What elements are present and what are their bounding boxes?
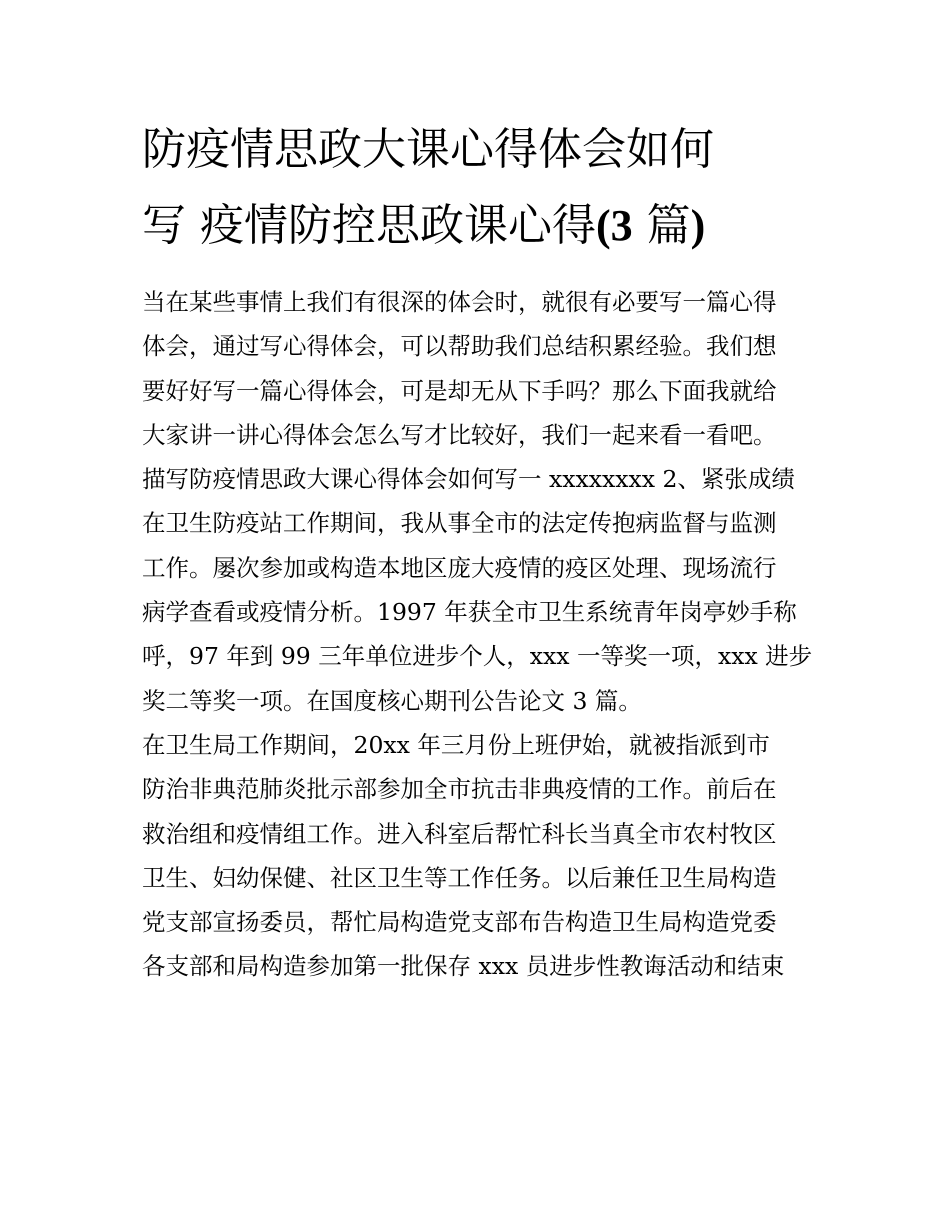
title-line-2: 写 疫情防控思政课心得 <box>142 200 596 251</box>
paragraph-line: 体会，通过写心得体会，可以帮助我们总结积累经验。我们想 <box>142 332 777 361</box>
paragraph-line: 卫生、妇幼保健、社区卫生等工作任务。以后兼任卫生局构造 <box>142 863 777 892</box>
paragraph-line: 党支部宣扬委员，帮忙局构造党支部布告构造卫生局构造党委 <box>142 908 777 937</box>
title-line-1: 防疫情思政大课心得体会如何 <box>142 124 714 175</box>
paragraph-line: 救治组和疫情组工作。进入科室后帮忙科长当真全市农村牧区 <box>142 819 777 848</box>
paragraph-line: 描写防疫情思政大课心得体会如何写一 xxxxxxxx 2、紧张成绩 <box>142 465 795 494</box>
paragraph-line: 在卫生防疫站工作期间，我从事全市的法定传抱病监督与监测 <box>142 509 777 538</box>
title-count-close: ) <box>690 201 706 250</box>
paragraph-line: 防治非典范肺炎批示部参加全市抗击非典疫情的工作。前后在 <box>142 775 777 804</box>
title-count-unit: 篇 <box>632 200 691 251</box>
paragraph-line: 各支部和局构造参加第一批保存 xxx 员进步性教诲活动和结束 <box>142 952 785 981</box>
document-title <box>142 112 822 264</box>
paragraph-line: 在卫生局工作期间，20xx 年三月份上班伊始，就被指派到市 <box>142 730 770 759</box>
title-count-open: (3 <box>596 201 633 250</box>
paragraph-line: 当在某些事情上我们有很深的体会时，就很有必要写一篇心得 <box>142 288 777 316</box>
paragraph-line: 大家讲一讲心得体会怎么写才比较好，我们一起来看一看吧。 <box>142 420 777 449</box>
document-body <box>142 280 814 989</box>
paragraph-line: 呼，97 年到 99 三年单位进步个人，xxx 一等奖一项，xxx 进步 <box>142 642 813 671</box>
paragraph-line: 奖二等奖一项。在国度核心期刊公告论文 3 篇。 <box>142 686 642 715</box>
paragraph-line: 要好好写一篇心得体会，可是却无从下手吗？那么下面我就给 <box>142 376 777 405</box>
paragraph-line: 工作。屡次参加或构造本地区庞大疫情的疫区处理、现场流行 <box>142 553 777 582</box>
paragraph-line: 病学查看或疫情分析。1997 年获全市卫生系统青年岗亭妙手称 <box>142 598 797 627</box>
